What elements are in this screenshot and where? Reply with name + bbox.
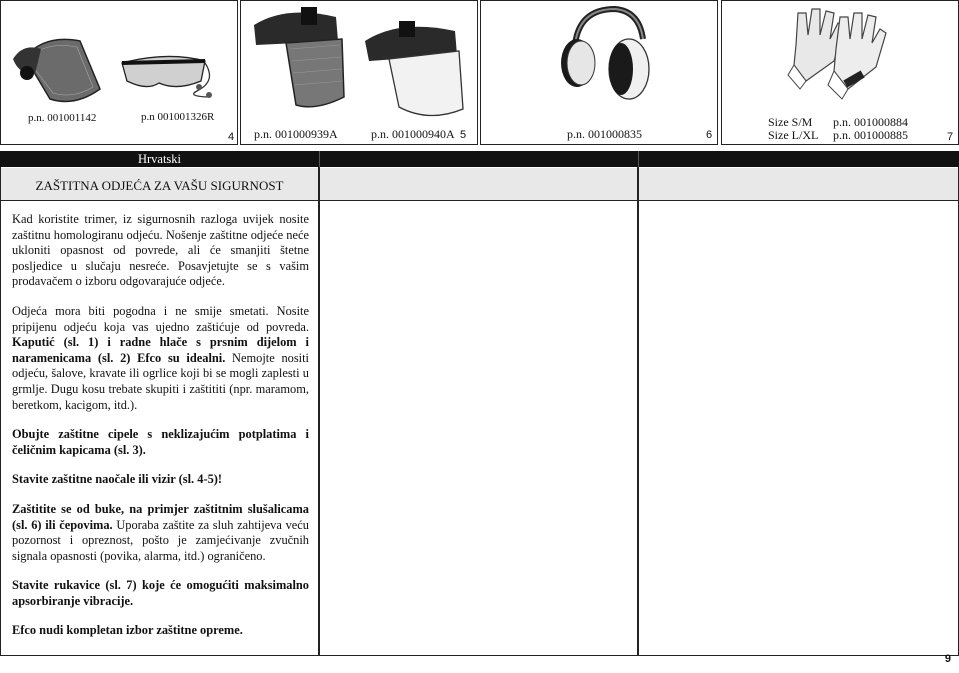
ear-muffs-image (555, 5, 655, 115)
language-column-empty-3 (638, 151, 959, 656)
paragraph (12, 472, 309, 488)
paragraph-part: Uporaba zaštite za sluh zahtijeva veću pozornost i opreznost, pošto je zamjećivanje zvučnih signala opasnosti (povika, alarma, itd.) ograničeno. (12, 517, 309, 563)
fig4-caption-b: p.n 001001326R (141, 111, 215, 123)
fig-number: 5 (460, 129, 467, 141)
gloves-image (786, 5, 896, 105)
section-title-bar-empty (320, 168, 637, 201)
language-column-empty-2 (319, 151, 638, 656)
figure-4-panel (0, 0, 238, 145)
paragraph (12, 304, 309, 413)
paragraph (12, 502, 309, 564)
fig6-caption: p.n. 001000835 (567, 127, 642, 141)
paragraph-bold: Stavite rukavice (sl. 7) koje će omogućiti maksimalno apsorbiranje vibracije. (12, 578, 309, 608)
language-header-bar (0, 151, 319, 167)
fig5-caption-a: p.n. 001000939A (254, 127, 338, 141)
paragraph-bold: Kaputić (sl. 1) i radne hlače s prsnim dijelom i naramenicama (sl. 2) Efco su idealni. (12, 335, 309, 365)
fig-number: 7 (947, 131, 954, 143)
fig5-caption-b: p.n. 001000940A (371, 127, 455, 141)
language-header-bar-empty (319, 151, 638, 167)
fig4-caption-a: p.n. 001001142 (28, 112, 97, 124)
page-number: 9 (944, 653, 951, 665)
fig7-size-sm: Size S/M (768, 115, 813, 129)
fig7-pn-sm: p.n. 001000884 (833, 115, 908, 129)
body-text (12, 212, 309, 639)
figure-6-panel (480, 0, 718, 145)
paragraph-part: Nemojte nositi odjeću, šalove, kravate ili ogrlice koji bi se mogli zaplesti u grmlje. Dugu kosu trebate skupiti i zaštititi (npr. maramom, beretkom, kacigom, itd.). (12, 350, 309, 412)
section-title-bar-empty (639, 168, 958, 201)
paragraph-bold: Obujte zaštitne cipele s neklizajućim potplatima i čeličnim kapicama (sl. 3). (12, 427, 309, 457)
forestry-helmet-visor-image (5, 29, 105, 109)
figure-5-panel (240, 0, 478, 145)
fig7-pn-lxl: p.n. 001000885 (833, 128, 908, 142)
paragraph (12, 427, 309, 458)
paragraph: Kad koristite trimer, iz sigurnosnih razloga uvijek nosite zaštitnu homologiranu odjeću. Nošenje zaštitne odjeće neće ukloniti opasnost od povrede, ali će smanjiti štetne posljedice u slučaju nesreće. Posavjetujte se s vašim prodavačem o izboru odgovarajuće odjeće. (12, 212, 309, 289)
fig-number: 4 (228, 131, 235, 143)
safety-glasses-image (117, 51, 227, 101)
figure-7-panel (721, 0, 959, 145)
clear-visor-image (359, 11, 471, 121)
paragraph (12, 623, 309, 639)
section-title-bar (1, 168, 318, 201)
language-header-bar-empty (638, 151, 959, 167)
paragraph (12, 578, 309, 609)
paragraph-part: Odjeća mora biti pogodna i ne smije smetati. Nosite pripijenu odjeću koja vas ujedno zaštićuje od povreda. (12, 303, 309, 334)
mesh-visor-image (246, 5, 358, 115)
fig-number: 6 (706, 129, 713, 141)
section-title: ZAŠTITNA ODJEĆA ZA VAŠU SIGURNOST (35, 178, 284, 193)
paragraph-bold: Efco nudi kompletan izbor zaštitne opreme. (12, 623, 243, 638)
paragraph-bold: Zaštitite se od buke, na primjer zaštitnim slušalicama (sl. 6) ili čepovima. (12, 501, 309, 532)
language-header: Hrvatski (137, 152, 182, 166)
paragraph-bold: Stavite zaštitne naočale ili vizir (sl. 4-5)! (12, 472, 223, 487)
fig7-size-lxl: Size L/XL (768, 128, 819, 142)
